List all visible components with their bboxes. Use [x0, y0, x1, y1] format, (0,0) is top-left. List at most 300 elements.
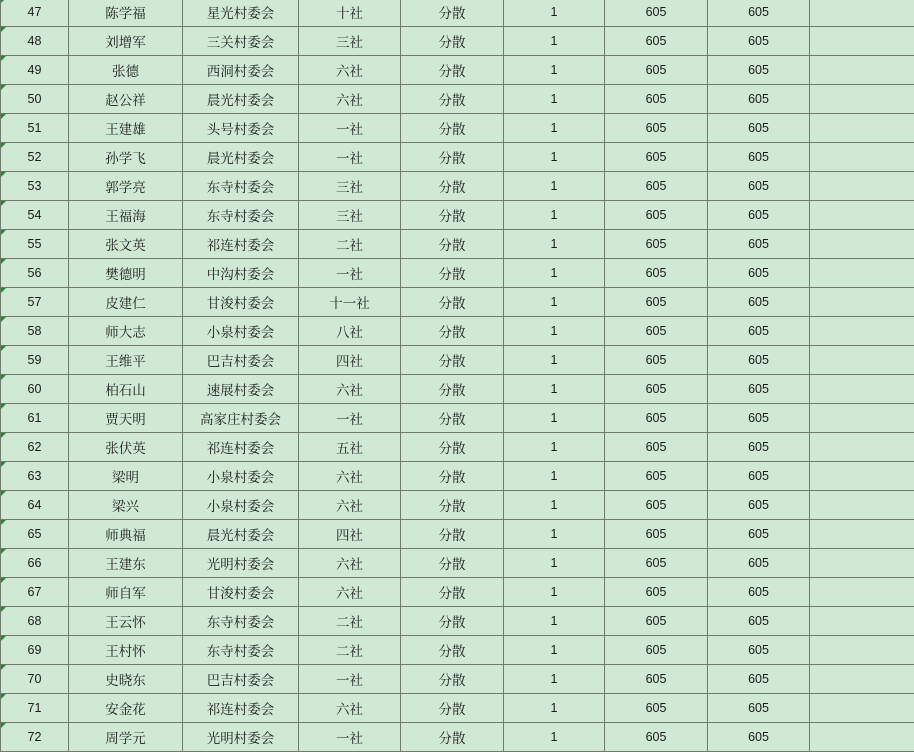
cell-note[interactable] — [810, 404, 914, 433]
cell-note[interactable] — [810, 636, 914, 665]
cell-text: 1 — [550, 208, 558, 222]
cell-type[interactable] — [401, 259, 504, 288]
cell-quantity[interactable] — [504, 491, 605, 520]
cell-quantity[interactable] — [504, 346, 605, 375]
cell-no[interactable] — [1, 317, 69, 346]
cell-name[interactable] — [69, 172, 183, 201]
cell-village[interactable] — [183, 520, 299, 549]
cell-group[interactable] — [299, 433, 401, 462]
cell-note[interactable] — [810, 433, 914, 462]
cell-no[interactable] — [1, 578, 69, 607]
cell-village[interactable] — [183, 433, 299, 462]
cell-village[interactable] — [183, 172, 299, 201]
cell-amount-a[interactable] — [605, 230, 708, 259]
cell-text: 晨光村委会 — [206, 151, 275, 167]
cell-village[interactable] — [183, 0, 299, 27]
cell-note[interactable] — [810, 578, 914, 607]
cell-village[interactable] — [183, 259, 299, 288]
cell-text: 小泉村委会 — [206, 470, 275, 486]
cell-amount-b[interactable] — [708, 462, 810, 491]
cell-village[interactable] — [183, 317, 299, 346]
cell-name[interactable] — [69, 607, 183, 636]
cell-note[interactable] — [810, 143, 914, 172]
cell-text: 605 — [748, 266, 769, 280]
cell-type[interactable] — [401, 723, 504, 752]
cell-amount-a[interactable] — [605, 317, 708, 346]
cell-group[interactable] — [299, 27, 401, 56]
cell-name[interactable] — [69, 636, 183, 665]
cell-type[interactable] — [401, 27, 504, 56]
cell-name[interactable] — [69, 462, 183, 491]
cell-type[interactable] — [401, 346, 504, 375]
cell-text: 一社 — [336, 267, 363, 283]
cell-text: 605 — [645, 556, 667, 570]
cell-amount-a[interactable] — [605, 375, 708, 404]
cell-text: 十社 — [336, 6, 363, 22]
cell-amount-b[interactable] — [708, 288, 810, 317]
cell-name[interactable] — [69, 27, 183, 56]
cell-group[interactable] — [299, 694, 401, 723]
cell-amount-a[interactable] — [605, 578, 708, 607]
cell-village[interactable] — [183, 578, 299, 607]
cell-name[interactable] — [69, 0, 183, 27]
cell-no[interactable] — [1, 491, 69, 520]
number-stored-as-text-indicator-icon — [1, 201, 6, 206]
cell-no[interactable] — [1, 201, 69, 230]
cell-name[interactable] — [69, 491, 183, 520]
cell-type[interactable] — [401, 230, 504, 259]
cell-no[interactable] — [1, 694, 69, 723]
cell-note[interactable] — [810, 172, 914, 201]
cell-text: 祁连村委会 — [206, 702, 275, 718]
cell-village[interactable] — [183, 56, 299, 85]
cell-no[interactable] — [1, 85, 69, 114]
cell-quantity[interactable] — [504, 288, 605, 317]
cell-type[interactable] — [401, 172, 504, 201]
cell-text: 六社 — [336, 470, 363, 486]
cell-amount-b[interactable] — [708, 723, 810, 752]
cell-type[interactable] — [401, 491, 504, 520]
cell-name[interactable] — [69, 114, 183, 143]
cell-name[interactable] — [69, 85, 183, 114]
cell-amount-a[interactable] — [605, 346, 708, 375]
cell-quantity[interactable] — [504, 723, 605, 752]
cell-no[interactable] — [1, 0, 69, 27]
cell-group[interactable] — [299, 259, 401, 288]
cell-type[interactable] — [401, 694, 504, 723]
cell-village[interactable] — [183, 346, 299, 375]
number-stored-as-text-indicator-icon — [1, 694, 6, 699]
cell-amount-b[interactable] — [708, 694, 810, 723]
cell-text: 东寺村委会 — [206, 180, 275, 196]
cell-amount-b[interactable] — [708, 114, 810, 143]
cell-text: 分散 — [438, 383, 466, 399]
number-stored-as-text-indicator-icon — [1, 230, 6, 235]
cell-text: 66 — [27, 556, 42, 570]
cell-quantity[interactable] — [504, 143, 605, 172]
cell-amount-b[interactable] — [708, 665, 810, 694]
cell-quantity[interactable] — [504, 694, 605, 723]
cell-group[interactable] — [299, 404, 401, 433]
cell-text: 605 — [645, 643, 667, 657]
cell-group[interactable] — [299, 549, 401, 578]
cell-amount-a[interactable] — [605, 462, 708, 491]
cell-amount-b[interactable] — [708, 433, 810, 462]
cell-text: 分散 — [438, 702, 466, 718]
number-stored-as-text-indicator-icon — [1, 607, 6, 612]
cell-quantity[interactable] — [504, 520, 605, 549]
cell-quantity[interactable] — [504, 27, 605, 56]
cell-name[interactable] — [69, 230, 183, 259]
cell-type[interactable] — [401, 375, 504, 404]
cell-group[interactable] — [299, 114, 401, 143]
cell-amount-a[interactable] — [605, 665, 708, 694]
cell-name[interactable] — [69, 549, 183, 578]
cell-name[interactable] — [69, 288, 183, 317]
number-stored-as-text-indicator-icon — [1, 723, 6, 728]
cell-no[interactable] — [1, 723, 69, 752]
cell-group[interactable] — [299, 230, 401, 259]
cell-village[interactable] — [183, 375, 299, 404]
cell-amount-a[interactable] — [605, 56, 708, 85]
number-stored-as-text-indicator-icon — [1, 636, 6, 641]
cell-amount-b[interactable] — [708, 56, 810, 85]
cell-quantity[interactable] — [504, 404, 605, 433]
cell-type[interactable] — [401, 578, 504, 607]
cell-quantity[interactable] — [504, 578, 605, 607]
cell-text: 56 — [27, 266, 42, 280]
cell-type[interactable] — [401, 0, 504, 27]
cell-text: 分散 — [438, 6, 466, 22]
cell-text: 一社 — [336, 673, 363, 689]
cell-name[interactable] — [69, 375, 183, 404]
cell-group[interactable] — [299, 636, 401, 665]
cell-note[interactable] — [810, 520, 914, 549]
cell-no[interactable] — [1, 172, 69, 201]
cell-no[interactable] — [1, 462, 69, 491]
cell-note[interactable] — [810, 230, 914, 259]
cell-text: 1 — [550, 672, 558, 686]
cell-group[interactable] — [299, 723, 401, 752]
cell-text: 分散 — [438, 35, 466, 51]
cell-note[interactable] — [810, 491, 914, 520]
cell-note[interactable] — [810, 259, 914, 288]
cell-note[interactable] — [810, 723, 914, 752]
cell-village[interactable] — [183, 27, 299, 56]
cell-amount-b[interactable] — [708, 491, 810, 520]
cell-type[interactable] — [401, 549, 504, 578]
cell-type[interactable] — [401, 433, 504, 462]
cell-group[interactable] — [299, 317, 401, 346]
cell-text: 54 — [27, 208, 42, 222]
cell-name[interactable] — [69, 259, 183, 288]
cell-village[interactable] — [183, 143, 299, 172]
cell-note[interactable] — [810, 56, 914, 85]
cell-amount-b[interactable] — [708, 27, 810, 56]
cell-type[interactable] — [401, 607, 504, 636]
cell-no[interactable] — [1, 259, 69, 288]
cell-quantity[interactable] — [504, 375, 605, 404]
cell-text: 分散 — [438, 528, 466, 544]
cell-text: 王建雄 — [105, 122, 146, 138]
number-stored-as-text-indicator-icon — [1, 549, 6, 554]
cell-text: 分散 — [438, 238, 466, 254]
cell-text: 605 — [748, 353, 769, 367]
cell-village[interactable] — [183, 636, 299, 665]
table-row — [1, 56, 914, 85]
cell-note[interactable] — [810, 114, 914, 143]
cell-type[interactable] — [401, 665, 504, 694]
cell-group[interactable] — [299, 143, 401, 172]
cell-amount-b[interactable] — [708, 143, 810, 172]
cell-village[interactable] — [183, 230, 299, 259]
cell-note[interactable] — [810, 694, 914, 723]
cell-type[interactable] — [401, 114, 504, 143]
cell-no[interactable] — [1, 433, 69, 462]
cell-village[interactable] — [183, 607, 299, 636]
cell-village[interactable] — [183, 723, 299, 752]
cell-amount-a[interactable] — [605, 143, 708, 172]
cell-text: 六社 — [336, 383, 363, 399]
cell-text: 60 — [27, 382, 42, 396]
cell-group[interactable] — [299, 462, 401, 491]
number-stored-as-text-indicator-icon — [1, 665, 6, 670]
cell-name[interactable] — [69, 201, 183, 230]
cell-note[interactable] — [810, 462, 914, 491]
cell-text: 62 — [27, 440, 42, 454]
cell-amount-a[interactable] — [605, 694, 708, 723]
cell-group[interactable] — [299, 56, 401, 85]
cell-quantity[interactable] — [504, 259, 605, 288]
table-row — [1, 259, 914, 288]
cell-quantity[interactable] — [504, 114, 605, 143]
cell-quantity[interactable] — [504, 317, 605, 346]
cell-no[interactable] — [1, 636, 69, 665]
cell-quantity[interactable] — [504, 665, 605, 694]
cell-amount-b[interactable] — [708, 259, 810, 288]
cell-amount-a[interactable] — [605, 491, 708, 520]
cell-text: 郭学亮 — [105, 180, 146, 196]
cell-amount-a[interactable] — [605, 549, 708, 578]
cell-type[interactable] — [401, 520, 504, 549]
cell-text: 605 — [645, 237, 667, 251]
table-row — [1, 549, 914, 578]
cell-name[interactable] — [69, 433, 183, 462]
cell-village[interactable] — [183, 694, 299, 723]
cell-amount-b[interactable] — [708, 85, 810, 114]
cell-amount-a[interactable] — [605, 259, 708, 288]
cell-text: 一社 — [336, 151, 363, 167]
cell-village[interactable] — [183, 201, 299, 230]
cell-type[interactable] — [401, 404, 504, 433]
cell-amount-a[interactable] — [605, 404, 708, 433]
cell-note[interactable] — [810, 317, 914, 346]
cell-group[interactable] — [299, 201, 401, 230]
cell-amount-b[interactable] — [708, 230, 810, 259]
cell-note[interactable] — [810, 201, 914, 230]
cell-no[interactable] — [1, 520, 69, 549]
cell-name[interactable] — [69, 404, 183, 433]
cell-text: 605 — [645, 266, 667, 280]
cell-quantity[interactable] — [504, 636, 605, 665]
table-row — [1, 723, 914, 752]
cell-no[interactable] — [1, 375, 69, 404]
cell-group[interactable] — [299, 491, 401, 520]
cell-amount-b[interactable] — [708, 578, 810, 607]
cell-group[interactable] — [299, 578, 401, 607]
cell-amount-a[interactable] — [605, 607, 708, 636]
cell-text: 八社 — [336, 325, 363, 341]
cell-note[interactable] — [810, 288, 914, 317]
cell-no[interactable] — [1, 143, 69, 172]
cell-no[interactable] — [1, 549, 69, 578]
cell-no[interactable] — [1, 404, 69, 433]
cell-text: 师自军 — [105, 586, 146, 602]
cell-note[interactable] — [810, 27, 914, 56]
cell-group[interactable] — [299, 375, 401, 404]
cell-no[interactable] — [1, 27, 69, 56]
cell-quantity[interactable] — [504, 230, 605, 259]
cell-quantity[interactable] — [504, 462, 605, 491]
cell-amount-b[interactable] — [708, 201, 810, 230]
cell-name[interactable] — [69, 578, 183, 607]
cell-type[interactable] — [401, 288, 504, 317]
cell-name[interactable] — [69, 665, 183, 694]
cell-quantity[interactable] — [504, 607, 605, 636]
cell-village[interactable] — [183, 404, 299, 433]
cell-group[interactable] — [299, 346, 401, 375]
cell-text: 安金花 — [105, 702, 146, 718]
cell-text: 58 — [27, 324, 42, 338]
cell-amount-a[interactable] — [605, 172, 708, 201]
table-body — [1, 0, 914, 752]
cell-quantity[interactable] — [504, 201, 605, 230]
cell-amount-a[interactable] — [605, 27, 708, 56]
cell-type[interactable] — [401, 201, 504, 230]
number-stored-as-text-indicator-icon — [1, 520, 6, 525]
cell-amount-b[interactable] — [708, 404, 810, 433]
cell-group[interactable] — [299, 665, 401, 694]
cell-amount-a[interactable] — [605, 723, 708, 752]
cell-note[interactable] — [810, 375, 914, 404]
cell-name[interactable] — [69, 346, 183, 375]
cell-quantity[interactable] — [504, 0, 605, 27]
cell-text: 头号村委会 — [206, 122, 275, 138]
cell-note[interactable] — [810, 0, 914, 27]
cell-text: 1 — [550, 701, 558, 715]
cell-quantity[interactable] — [504, 172, 605, 201]
cell-amount-b[interactable] — [708, 607, 810, 636]
cell-text: 1 — [550, 730, 558, 744]
cell-amount-b[interactable] — [708, 636, 810, 665]
cell-village[interactable] — [183, 85, 299, 114]
cell-amount-a[interactable] — [605, 0, 708, 27]
cell-group[interactable] — [299, 172, 401, 201]
cell-group[interactable] — [299, 0, 401, 27]
cell-quantity[interactable] — [504, 85, 605, 114]
cell-group[interactable] — [299, 288, 401, 317]
cell-amount-b[interactable] — [708, 346, 810, 375]
cell-amount-b[interactable] — [708, 317, 810, 346]
cell-type[interactable] — [401, 636, 504, 665]
cell-text: 605 — [748, 5, 769, 19]
cell-text: 史晓东 — [105, 673, 146, 689]
cell-no[interactable] — [1, 665, 69, 694]
cell-quantity[interactable] — [504, 549, 605, 578]
cell-quantity[interactable] — [504, 56, 605, 85]
cell-note[interactable] — [810, 346, 914, 375]
cell-amount-b[interactable] — [708, 172, 810, 201]
cell-amount-a[interactable] — [605, 114, 708, 143]
cell-amount-a[interactable] — [605, 636, 708, 665]
cell-note[interactable] — [810, 85, 914, 114]
cell-no[interactable] — [1, 56, 69, 85]
cell-type[interactable] — [401, 462, 504, 491]
cell-amount-a[interactable] — [605, 288, 708, 317]
cell-name[interactable] — [69, 520, 183, 549]
cell-text: 三社 — [336, 35, 363, 51]
cell-no[interactable] — [1, 230, 69, 259]
cell-text: 605 — [748, 382, 769, 396]
cell-no[interactable] — [1, 607, 69, 636]
cell-village[interactable] — [183, 462, 299, 491]
cell-no[interactable] — [1, 288, 69, 317]
cell-amount-a[interactable] — [605, 201, 708, 230]
table-row — [1, 346, 914, 375]
cell-amount-b[interactable] — [708, 0, 810, 27]
cell-name[interactable] — [69, 317, 183, 346]
cell-village[interactable] — [183, 665, 299, 694]
cell-amount-b[interactable] — [708, 549, 810, 578]
cell-note[interactable] — [810, 665, 914, 694]
cell-village[interactable] — [183, 114, 299, 143]
cell-text: 四社 — [336, 354, 363, 370]
cell-no[interactable] — [1, 346, 69, 375]
cell-quantity[interactable] — [504, 433, 605, 462]
cell-note[interactable] — [810, 607, 914, 636]
cell-village[interactable] — [183, 491, 299, 520]
cell-text: 605 — [645, 701, 667, 715]
cell-text: 张德 — [112, 64, 139, 80]
cell-group[interactable] — [299, 85, 401, 114]
cell-type[interactable] — [401, 85, 504, 114]
cell-type[interactable] — [401, 317, 504, 346]
cell-name[interactable] — [69, 723, 183, 752]
cell-amount-a[interactable] — [605, 433, 708, 462]
cell-type[interactable] — [401, 56, 504, 85]
cell-text: 分散 — [438, 325, 466, 341]
cell-amount-b[interactable] — [708, 520, 810, 549]
cell-type[interactable] — [401, 143, 504, 172]
cell-group[interactable] — [299, 607, 401, 636]
cell-text: 68 — [27, 614, 42, 628]
cell-note[interactable] — [810, 549, 914, 578]
cell-no[interactable] — [1, 114, 69, 143]
cell-name[interactable] — [69, 694, 183, 723]
cell-village[interactable] — [183, 549, 299, 578]
cell-village[interactable] — [183, 288, 299, 317]
cell-group[interactable] — [299, 520, 401, 549]
cell-text: 巴吉村委会 — [206, 354, 275, 370]
cell-text: 一社 — [336, 122, 363, 138]
cell-amount-b[interactable] — [708, 375, 810, 404]
table-row — [1, 462, 914, 491]
cell-text: 1 — [550, 614, 558, 628]
cell-name[interactable] — [69, 143, 183, 172]
cell-name[interactable] — [69, 56, 183, 85]
cell-amount-a[interactable] — [605, 85, 708, 114]
cell-amount-a[interactable] — [605, 520, 708, 549]
